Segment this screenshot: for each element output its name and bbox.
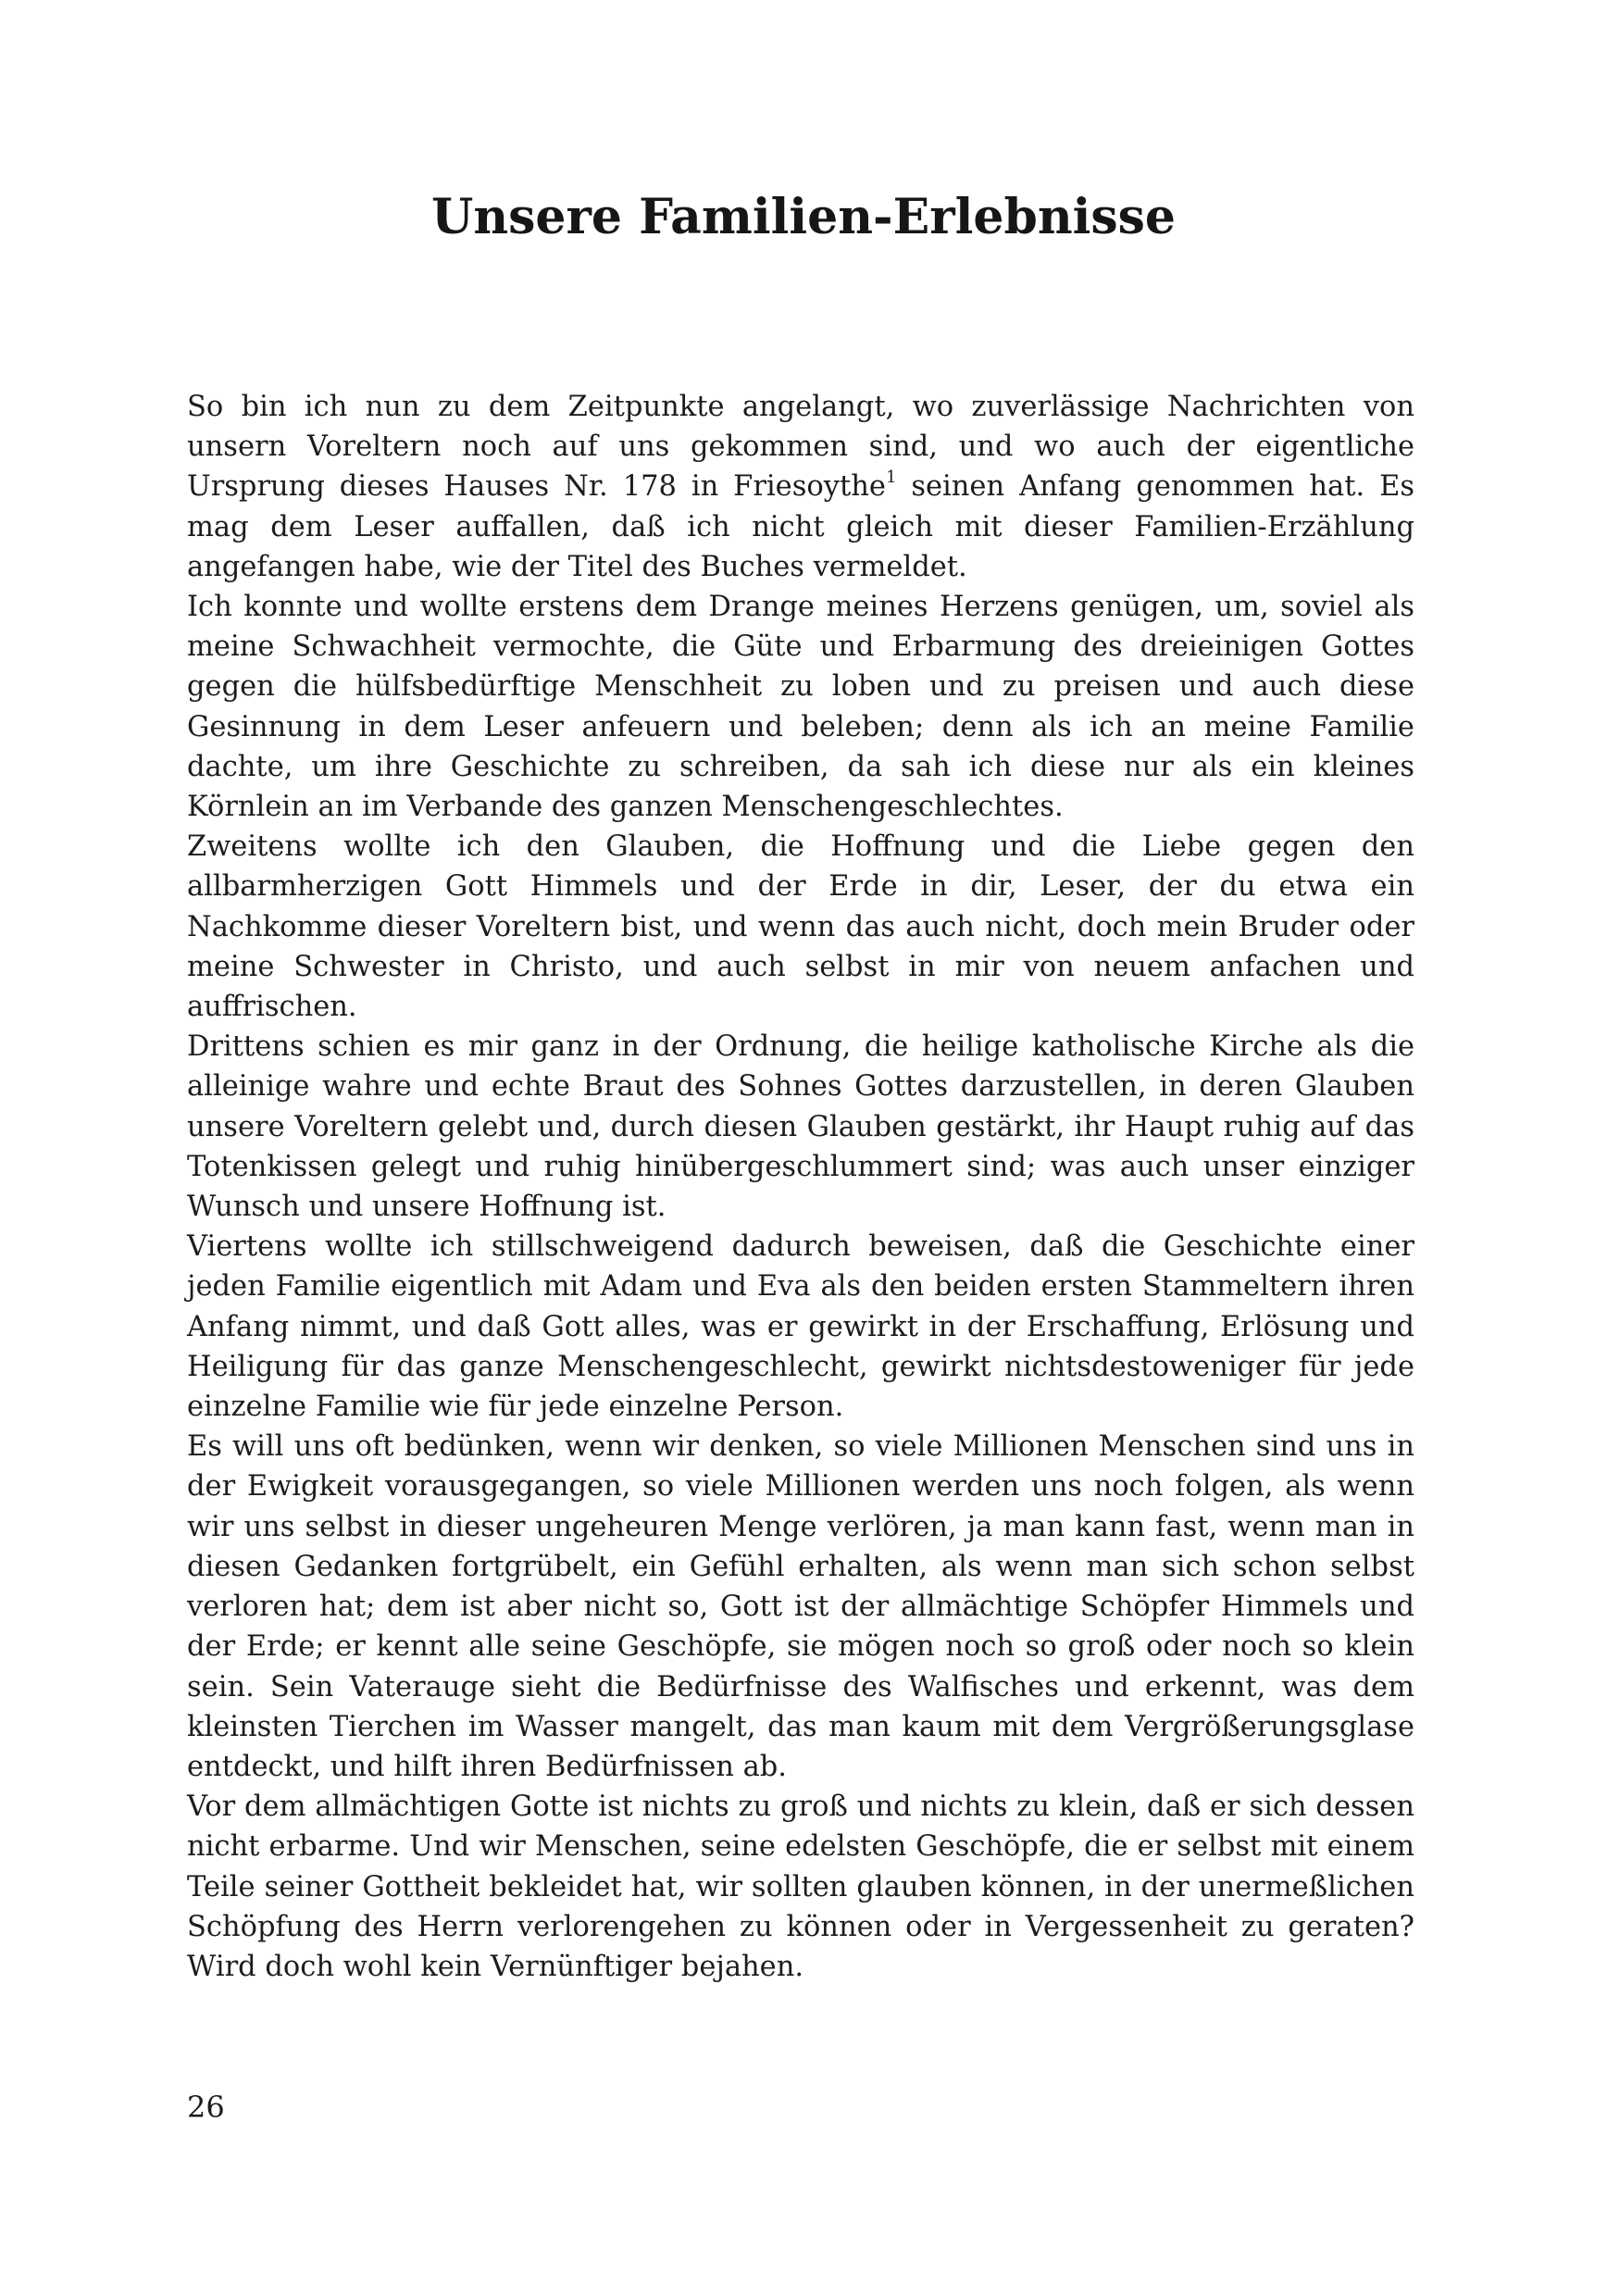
footnote-marker: 1	[885, 468, 897, 488]
paragraph-2: Ich konnte und wollte erstens dem Drange meines Herzens genügen, um, soviel als meine Schwachheit vermochte, die Güte und Erbarmung des dreieinigen Gottes gegen die hülfsbedürftige Menschheit zu loben und zu preisen und auch diese Gesinnung in dem Leser anfeuern und beleben; denn als ich an meine Familie dachte, um ihre Geschichte zu schreiben, da sah ich diese nur als ein kleines Körnlein an im Verbande des ganzen Menschengeschlechtes.	[187, 591, 1414, 824]
paragraph-4: Drittens schien es mir ganz in der Ordnung, die heilige katholische Kirche als die alleinige wahre und echte Braut des Sohnes Gottes darzustellen, in deren Glauben unsere Voreltern gelebt und, durch diesen Glauben gestärkt, ihr Haupt ruhig auf das Totenkissen gelegt und ruhig hinübergeschlummert sind; was auch unser einziger Wunsch und unsere Hoffnung ist.	[187, 1030, 1414, 1224]
paragraph-1-text-after: seinen Anfang genommen hat. Es mag dem Leser auffallen, daß ich nicht gleich mit dieser Familien-Erzählung angefangen habe, wie der Titel des Buches vermeldet.	[187, 470, 1415, 583]
paragraph-1-text-before: So bin ich nun zu dem Zeitpunkte angelangt, wo zuverlässige Nachrichten von unsern Voreltern noch auf uns gekommen sind, und wo auch der eigentliche Ursprung dieses Hauses Nr. 178 in Friesoythe	[187, 391, 1414, 504]
paragraph-7: Vor dem allmächtigen Gotte ist nichts zu groß und nichts zu klein, daß er sich dessen nicht erbarme. Und wir Menschen, seine edelsten Geschöpfe, die er selbst mit einem Teile seiner Gottheit bekleidet hat, wir sollten glauben können, in der unermeßlichen Schöpfung des Herrn verlorengehen zu können oder in Vergessenheit zu geraten? Wird doch wohl kein Vernünftiger bejahen.	[187, 1791, 1414, 1983]
paragraph-6: Es will uns oft bedünken, wenn wir denken, so viele Millionen Menschen sind uns in der Ewigkeit vorausgegangen, so viele Millionen werden uns noch folgen, als wenn wir uns selbst in dieser ungeheuren Menge verlören, ja man kann fast, wenn man in diesen Gedanken fortgrübelt, ein Gefühl erhalten, als wenn man sich schon selbst verloren hat; dem ist aber nicht so, Gott ist der allmächtige Schöpfer Himmels und der Erde; er kennt alle seine Geschöpfe, sie mögen noch so groß oder noch so klein sein. Sein Vaterauge sieht die Bedürfnisse des Walfisches und erkennt, was dem kleinsten Tierchen im Wasser mangelt, das man kaum mit dem Vergrößerungsglase entdeckt, und hilft ihren Bedürfnissen ab.	[187, 1430, 1414, 1783]
page-number: 26	[187, 2090, 225, 2125]
paragraph-5: Viertens wollte ich stillschweigend dadurch beweisen, daß die Geschichte einer jeden Familie eigentlich mit Adam und Eva als den beiden ersten Stammeltern ihren Anfang nimmt, und daß Gott alles, was er gewirkt in der Erschaffung, Erlösung und Heiligung für das ganze Menschengeschlecht, gewirkt nichtsdestoweniger für jede einzelne Familie wie für jede einzelne Person.	[187, 1230, 1414, 1424]
chapter-title: Unsere Familien-Erlebnisse	[430, 189, 1177, 245]
paragraph-3: Zweitens wollte ich den Glauben, die Hoffnung und die Liebe gegen den allbarmherzigen Gott Himmels und der Erde in dir, Leser, der du etwa ein Nachkomme dieser Voreltern bist, und wenn das auch nicht, doch mein Bruder oder meine Schwester in Christo, und auch selbst in mir von neuem anfachen und auffrischen.	[187, 830, 1414, 1024]
paragraph-1	[187, 387, 1414, 587]
body-text	[187, 387, 1414, 1987]
